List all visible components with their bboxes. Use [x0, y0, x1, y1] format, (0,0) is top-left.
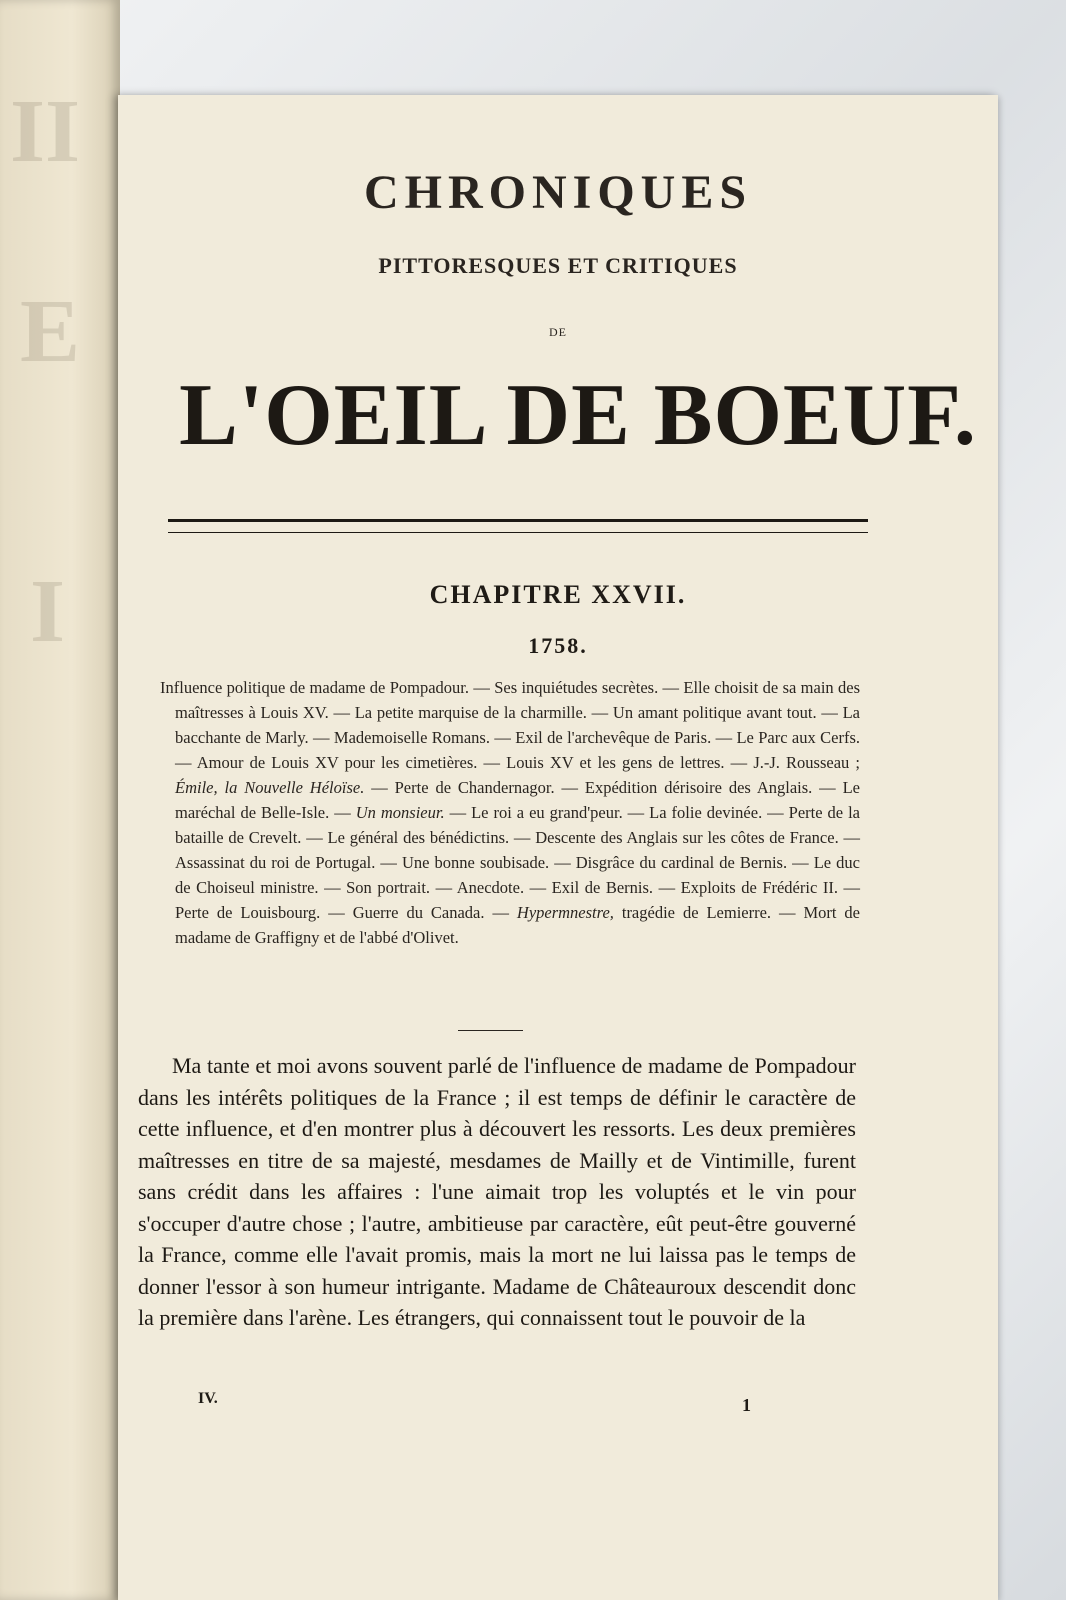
bleed-through-mark: E: [20, 282, 81, 381]
summary-italic-title: Émile, la Nouvelle Héloïse.: [175, 778, 365, 797]
book-page: [118, 95, 998, 1600]
facing-page-edge: [0, 0, 120, 1600]
chapter-heading: CHAPITRE XXVII.: [429, 580, 687, 609]
bleed-through-mark: I: [30, 562, 66, 661]
summary-segment: Influence politique de madame de Pompadour. — Ses inquiétudes secrètes. — Elle choisit de sa main des maîtresses à Louis XV. — La petite marquise de la charmille. — Un amant politique avant tout. — La bacchante de Marly. — Mademoiselle Romans. — Exil de l'archevêque de Paris. — Le Parc aux Cerfs. — Amour de Louis XV pour les cimetières. — Louis XV et les gens de lettres. — J.-J. Rousseau ;: [160, 678, 860, 772]
summary-italic-title: Hypermnestre,: [516, 903, 614, 922]
title-rule: [168, 519, 868, 533]
signature-mark: IV.: [198, 1390, 218, 1407]
series-title: CHRONIQUES: [363, 166, 753, 219]
body-paragraph: Ma tante et moi avons souvent parlé de l'influence de madame de Pompadour dans les intérêts politiques de la France ; il est temps de définir le caractère de cette influence, et d'en montrer plus à découvert les ressorts. Les deux premières maîtresses en titre de sa majesté, mesdames de Mailly et de Vintimille, furent sans crédit dans les affaires : l'une aimait trop les voluptés et le vin pour s'occuper d'autre chose ; l'autre, ambitieuse par caractère, eût peut-être gouverné la France, comme elle l'avait promis, mais la mort ne lui laissa pas le temps de donner l'essor à son humeur intrigante. Madame de Châteauroux descendit donc la première dans l'arène. Les étrangers, qui connaissent tout le pouvoir de la: [138, 1053, 856, 1330]
chapter-year: 1758.: [528, 633, 588, 658]
summary-text: [160, 675, 860, 950]
series-subtitle: PITTORESQUES ET CRITIQUES: [378, 253, 738, 278]
title-connector: DE: [549, 325, 567, 339]
summary-segment: — Perte de Chandernagor. — Expédition dérisoire des Anglais. — Le maréchal de Belle-Isle. —: [175, 778, 860, 822]
work-title: L'OEIL DE BOEUF.: [179, 367, 977, 464]
chapter-summary: [160, 675, 860, 950]
section-divider: [458, 1030, 523, 1031]
summary-segment: tragédie de Lemierre. — Mort de madame de Graffigny et de l'abbé d'Olivet.: [175, 903, 860, 947]
summary-italic-title: Un monsieur.: [355, 803, 445, 822]
summary-segment: — Le roi a eu grand'peur. — La folie devinée. — Perte de la bataille de Crevelt. — Le général des bénédictins. — Descente des Anglais sur les côtes de France. — Assassinat du roi de Portugal. — Une bonne soubisade. — Disgrâce du cardinal de Bernis. — Le duc de Choiseul ministre. — Son portrait. — Anecdote. — Exil de Bernis. — Exploits de Frédéric II. — Perte de Louisbourg. — Guerre du Canada. —: [175, 803, 861, 922]
bleed-through-mark: II: [10, 82, 81, 181]
chapter-body: [138, 1050, 856, 1334]
page-number: 1: [742, 1395, 751, 1415]
